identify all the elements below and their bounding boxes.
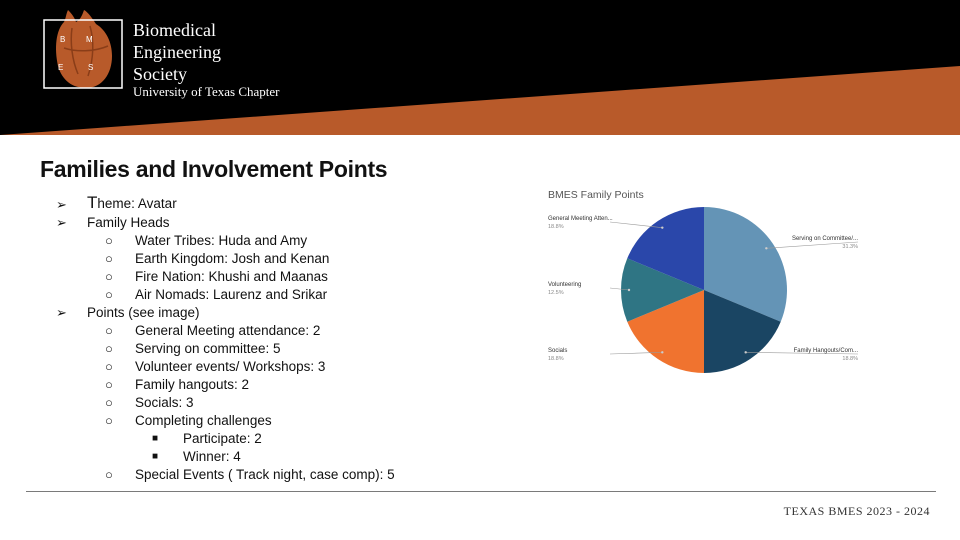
circle-bullet-icon: ○ [105, 233, 113, 248]
logo-letter: E [58, 63, 64, 72]
circle-bullet-icon: ○ [105, 467, 113, 482]
arrow-bullet-icon: ➢ [56, 305, 67, 320]
pie-leader-dot [765, 247, 767, 249]
circle-bullet-icon: ○ [105, 359, 113, 374]
points-text: Serving on committee: 5 [135, 341, 281, 356]
circle-bullet-icon: ○ [105, 377, 113, 392]
footer-text: TEXAS BMES 2023 - 2024 [783, 504, 930, 518]
points-text: Family hangouts: 2 [135, 377, 250, 392]
pie-category-label: Volunteering [548, 282, 582, 288]
pie-category-label: General Meeting Atten... [548, 216, 613, 222]
logo-letter: M [86, 35, 93, 44]
pie-chart [540, 180, 870, 380]
family-head-text: Earth Kingdom: Josh and Kenan [135, 251, 330, 266]
pie-percent-label: 31.3% [842, 244, 858, 250]
points-text: Socials: 3 [135, 395, 194, 410]
circle-bullet-icon: ○ [105, 251, 113, 266]
circle-bullet-icon: ○ [105, 413, 113, 428]
family-head-text: Fire Nation: Khushi and Maanas [135, 269, 328, 284]
arrow-bullet-icon: ➢ [56, 215, 67, 230]
square-bullet-icon: ■ [152, 451, 159, 462]
points-label: Points (see image) [87, 305, 200, 320]
pie-category-label: Family Hangouts/Com... [793, 348, 858, 354]
org-name-line: Biomedical [133, 20, 216, 40]
pie-leader-dot [744, 351, 746, 353]
pie-percent-label: 18.8% [548, 224, 564, 230]
circle-bullet-icon: ○ [105, 323, 113, 338]
arrow-bullet-icon: ➢ [56, 197, 67, 212]
challenge-text: Participate: 2 [183, 431, 262, 446]
circle-bullet-icon: ○ [105, 395, 113, 410]
points-text: General Meeting attendance: 2 [135, 323, 321, 338]
chart-title: BMES Family Points [548, 189, 644, 201]
family-head-text: Water Tribes: Huda and Amy [135, 233, 308, 248]
circle-bullet-icon: ○ [105, 341, 113, 356]
footer-divider [26, 491, 936, 492]
theme-text: heme: Avatar [97, 196, 177, 211]
pie-percent-label: 18.8% [548, 356, 564, 362]
family-head-text: Air Nomads: Laurenz and Srikar [135, 287, 328, 302]
pie-percent-label: 12.5% [548, 290, 564, 296]
challenge-text: Winner: 4 [183, 449, 241, 464]
logo-letter: B [60, 35, 66, 44]
logo-letter: S [88, 63, 94, 72]
special-events-text: Special Events ( Track night, case comp): 5 [135, 467, 395, 482]
org-name-line: Society [133, 64, 187, 84]
slide-title: Families and Involvement Points [40, 156, 388, 182]
heart-icon [56, 10, 112, 88]
circle-bullet-icon: ○ [105, 269, 113, 284]
pie-leader-dot [661, 226, 663, 228]
org-chapter: University of Texas Chapter [133, 84, 280, 99]
points-text: Volunteer events/ Workshops: 3 [135, 359, 326, 374]
theme-initial: T [87, 193, 98, 212]
pie-leader-dot [661, 351, 663, 353]
circle-bullet-icon: ○ [105, 287, 113, 302]
pie-leader-dot [628, 289, 630, 291]
pie-category-label: Socials [548, 348, 568, 354]
family-heads-label: Family Heads [87, 215, 170, 230]
square-bullet-icon: ■ [152, 433, 159, 444]
pie-percent-label: 18.8% [842, 356, 858, 362]
org-name-line: Engineering [133, 42, 221, 62]
bmes-logo [42, 8, 124, 90]
pie-category-label: Serving on Committee/... [791, 236, 858, 242]
points-text: Completing challenges [135, 413, 272, 428]
